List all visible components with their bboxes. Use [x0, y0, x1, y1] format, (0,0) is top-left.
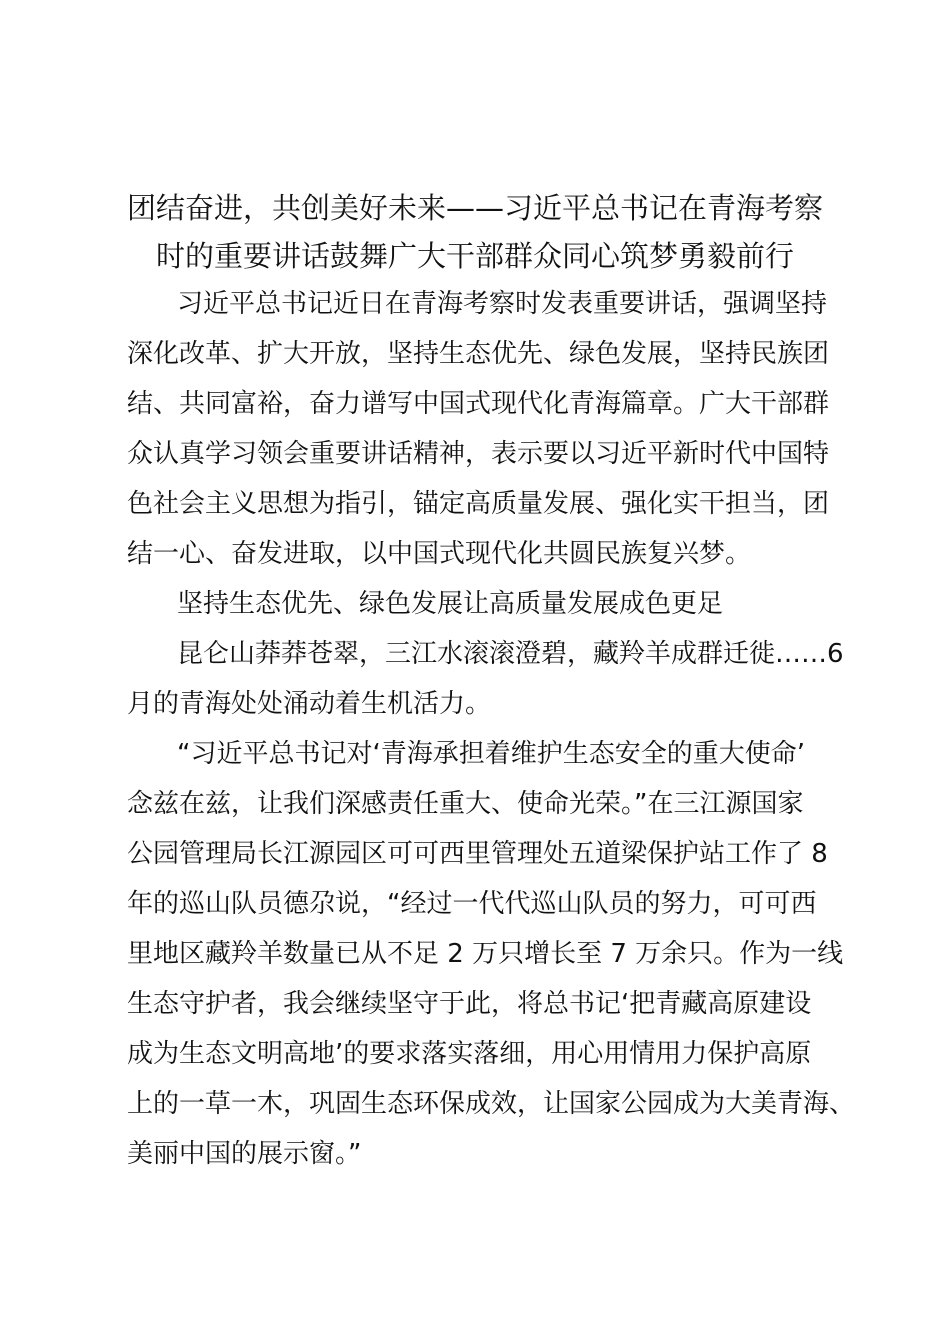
paragraph-3-line-8: 上的一草一木，巩固生态环保成效，让国家公园成为大美青海、 [127, 1089, 856, 1119]
paragraph-1-line-5: 色社会主义思想为指引，锚定高质量发展、强化实干担当，团 [127, 489, 830, 519]
paragraph-3-line-7: 成为生态文明高地’的要求落实落细，用心用情用力保护高原 [127, 1039, 812, 1069]
paragraph-1-line-3: 结、共同富裕，奋力谱写中国式现代化青海篇章。广大干部群 [127, 389, 830, 419]
paragraph-3-line-4: 年的巡山队员德尕说，“经过一代代巡山队员的努力，可可西 [127, 889, 817, 919]
paragraph-2-line-2: 月的青海处处涌动着生机活力。 [127, 689, 492, 719]
paragraph-3-line-2: 念兹在兹，让我们深感责任重大、使命光荣。”在三江源国家 [127, 789, 804, 819]
paragraph-3-line-9: 美丽中国的展示窗。” [127, 1139, 362, 1169]
document-title-line-1: 团结奋进，共创美好未来——习近平总书记在青海考察 [126, 191, 823, 225]
paragraph-3-line-3: 公园管理局长江源园区可可西里管理处五道梁保护站工作了 8 [127, 839, 828, 869]
paragraph-1-line-4: 众认真学习领会重要讲话精神，表示要以习近平新时代中国特 [127, 439, 830, 469]
paragraph-1-line-1: 习近平总书记近日在青海考察时发表重要讲话，强调坚持 [177, 289, 828, 319]
paragraph-2-line-1: 昆仑山莽莽苍翠，三江水滚滚澄碧，藏羚羊成群迁徙……6 [177, 639, 844, 669]
paragraph-3-line-1: “习近平总书记对‘青海承担着维护生态安全的重大使命’ [177, 739, 805, 769]
paragraph-3-line-5: 里地区藏羚羊数量已从不足 2 万只增长至 7 万余只。作为一线 [127, 939, 844, 969]
document-title-line-2: 时的重要讲话鼓舞广大干部群众同心筑梦勇毅前行 [155, 239, 794, 273]
paragraph-3-line-6: 生态守护者，我会继续坚守于此，将总书记‘把青藏高原建设 [127, 989, 812, 1019]
paragraph-1-line-6: 结一心、奋发进取，以中国式现代化共圆民族复兴梦。 [127, 539, 752, 569]
section-heading: 坚持生态优先、绿色发展让高质量发展成色更足 [177, 589, 724, 619]
paragraph-1-line-2: 深化改革、扩大开放，坚持生态优先、绿色发展，坚持民族团 [127, 339, 830, 369]
